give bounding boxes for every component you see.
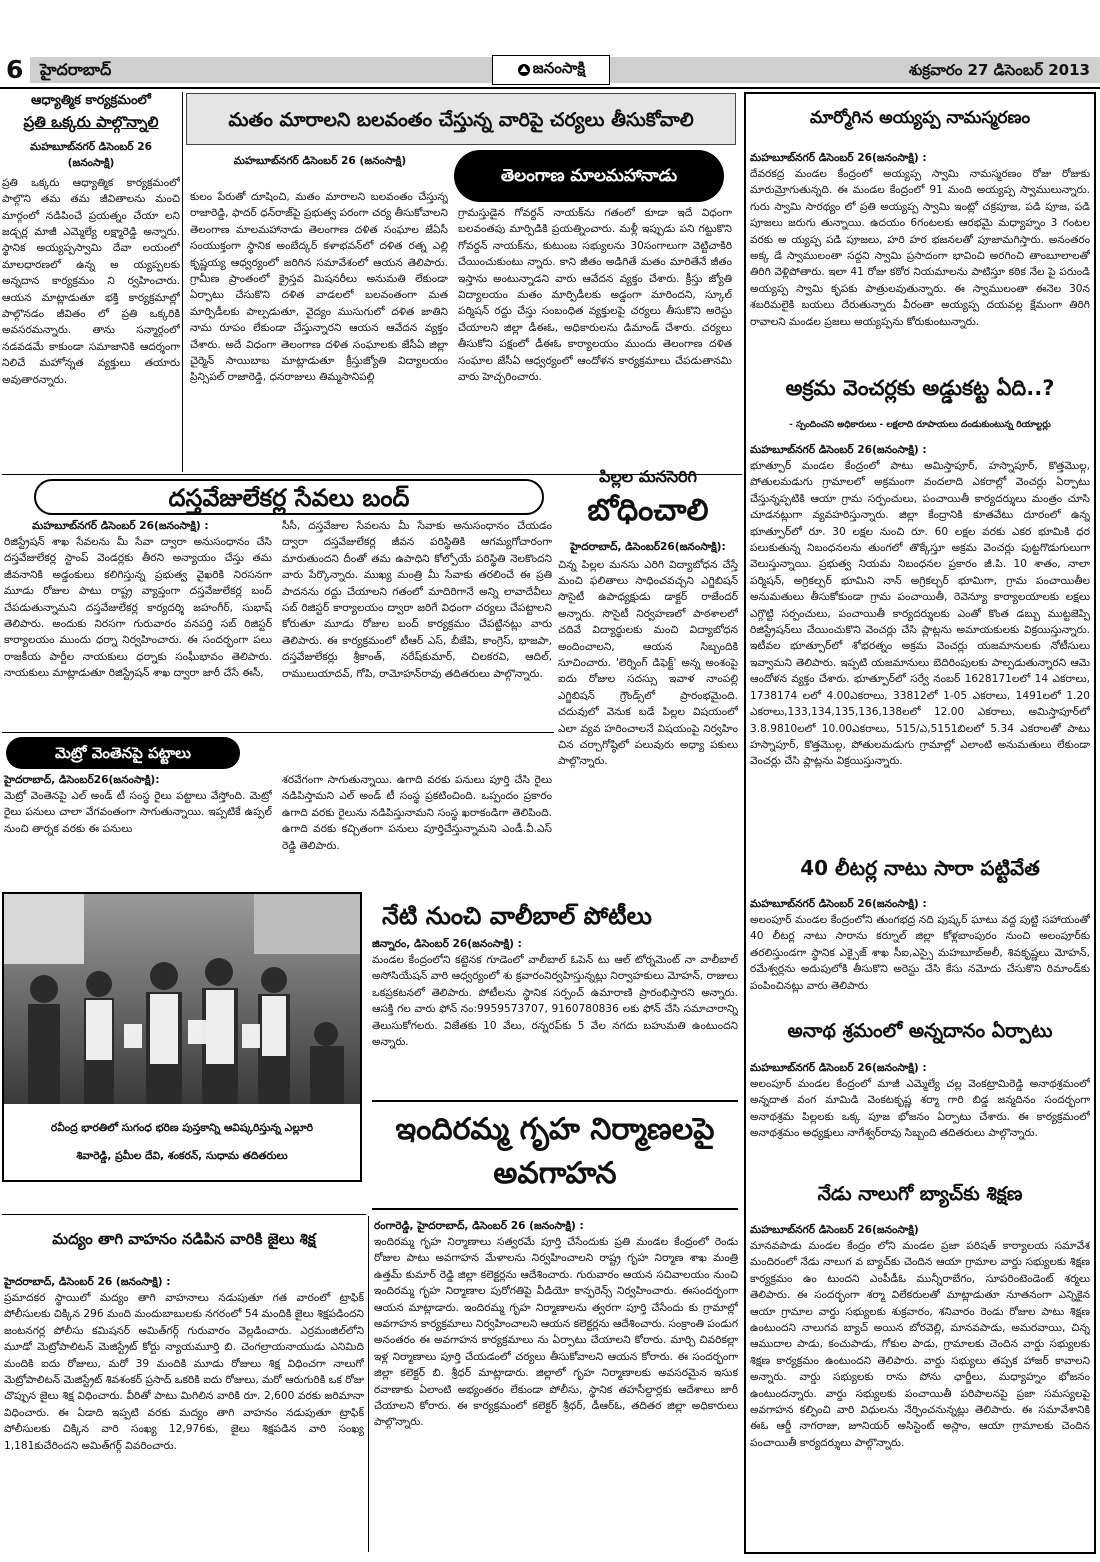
children-dateline: హైదరాబాద్, డిసెంబర్26(జనంసాక్షి): bbox=[570, 540, 726, 553]
children-headline: బోధించాలి bbox=[587, 492, 709, 528]
volleyball-headline: నేటి నుంచి వాలీబాల్ పోటీలు bbox=[382, 902, 652, 930]
writers-headline-banner bbox=[34, 479, 544, 515]
ventures-headline: అక్రమ వెంచర్లకు అడ్డుకట్ట ఏది..? bbox=[785, 376, 1055, 400]
ventures-body: భూత్పూర్ మండల కేంద్రంలో పాటు అమిస్తాపూర్, హస్నాపూర్, కొత్తమొల్గ, పోతులమడుగు గ్రామాలలో అక్రమంగా వందలాది ఎకరాల్లో వెంచర్లు ఏర్పాటు చేస్తున్నప్పటికి ఆయా గ్రామ సర్పంచులు, పంచాయితీ కార్యదర్శులు మంత్రం చూసి చూడనట్లుగా వ్యవహరిస్తున్నారు. జిల్లా కేంద్రానికి కూతవేటు దూరంలో ఉన్న భూత్పూర్‌లో రూ. 30 లక్షల నుంచి రూ. 60 లక్షల వరకు ఎకర భూమికి ధర పలుకుతున్న నిబంధనలను తుంగలో తొక్కేస్తూ అక్రమ వెంచర్లు పుట్టగొడుగులుగా వెలుస్తున్నాయి. ప్రభుత్వ నియమ నిబంధనల ప్రకారం జీ.పి. 10 శాతం, నాలా పర్మిషన్, అగ్రికల్చర్ భూమిని నాన్ అగ్రికల్చర్ భూమిగా, గ్రామ పంచాయితీల అనుమతులు తీసుకోకుండా గ్రామ పంచాయితీ, రెవెన్యూ కార్యాలయాలకు లక్షలు ఎగ్గొట్టి సర్పంచులు, పంచాయితీ కార్యదర్శులకు ఎంతో కొంత డబ్బు ముట్టజెప్పి రిజిస్ట్రేషన్‌లు చేయించుకొని వెంచర్లు చేసి ప్లాట్లను అమాయకులకు విక్రయిస్తున్నారు. ఇటీవల భూత్పూర్‌లో శోభరత్నం అక్రమ వెంచర్లు యజమానులకు నోటీసులు ఇవ్వామని తెలిపారు. ఇప్పటి యజమానులు బెదిరింపులకు పాల్పడుతున్నారని ఆమె ఆందోళన వ్యక్తం చేశారు. భూత్పూర్‌లో సర్వే నంబర్ 1628171లలో 14 ఎకరాలు, 1738174 లలో 4.00ఎకరాలు, 33812లో 1-05 ఎకరాలు, 1491లలో 1.20 ఎకరాలు,133,134,135,136,138లలో 12.00 ఎకరాలు, అమిస్తాపూర్‌లో 3.8.9810లలో 10.00ఎకరాలు, 515/ఎ,5151బిలలో 5.34 ఎకరాలతో పాటు హస్నాపూర్, కొత్తమొల్గ, పోతులమడుగు గ్రామాల్లో ఎలాంటి అనుమతులు లేకుండా వెంచర్లు చేసి ప్లాట్లను విక్రయిస్తున్నారు. bbox=[750, 460, 1090, 768]
spiritual-headline-1: ఆధ్యాత్మిక కార్యక్రమంలో bbox=[31, 93, 151, 108]
article-liquor bbox=[750, 848, 1090, 994]
article-spiritual bbox=[2, 92, 180, 472]
photo-frame bbox=[2, 892, 362, 1182]
photo-caption-1: రవీంద్ర భారతిలో సుగంధ భరిణ పుస్తకాన్ని ఆవిష్కరిస్తున్న ఎల్లూరి bbox=[50, 1122, 314, 1134]
ayyappa-body: దేవరకద్ర మండల కేంద్రంలో అయ్యప్ప స్వామి నామస్మరణం రోజు రోజుకు మారుమ్రోగుతున్నది. ఈ మండల కేంద్రంలో 91 మంది అయ్యప్ప స్వాములున్నారు. గురు స్వామి సారథ్యం లో ప్రతి అయ్యప్ప స్వామి ఇంట్లో చక్రపూజ, పడి పూజ, పడి పూజలు జరుగు తున్నాయి. ఉదయం 6గంటలకు ఆరభమై మధ్యాహ్నం 3 గంటల వరకు అ య్యప్ప పడి పూజలు, హరి హర భజనలతో పూజామగిస్తారు. అనంతరం అక్క డే స్వాములంతా సద్దని స్వామి ప్రసాదంగా భావించి అరగించి తాంబూలాలతో తిరిగి వెళ్లిపోతారు. ఇలా 41 రోజు కఠోర నియమాలను పాటిస్తూ కఠిక నేల పై పరుండి అయ్యప్ప స్వామి కృపకు పాత్రులవుతున్నారు. ఈ స్వాములంతా ఈనెల 30న శబరిమలైకి బయలు దేరుతున్నారు వీరంతా అయ్యప్ప దయవల్ల క్షేమంగా తిరిగి రావాలని మండల ప్రజలు అయ్యప్పను కోరుకుంటున్నారు. bbox=[750, 168, 1090, 328]
metro-col2: శరవేగంగా సాగుతున్నాయి. ఉగాది వరకు పనులు పూర్తి చేసి రైలు నడిపిస్తామని ఎల్ అండ్ టీ సంస్థ ప్రకటించింది. ఒప్పందం ప్రకారం ఉగాది వరకు రైలును నడిపిస్తునామని సంస్థ ఖరాకండిగా తెలిపింది. ఉగాది వరకు కచ్చితంగా పనులు పూర్తిచేస్తున్నామని ఎండీ.వీ.ఎస్ రెడ్డి తెలిపారు. bbox=[282, 774, 552, 852]
conversion-headline: మతం మారాలని బలవంతం చేస్తున్న వారిపై చర్యలు తీసుకోవాలి bbox=[228, 109, 694, 131]
event-photo-image bbox=[4, 894, 360, 1104]
ayyappa-headline: మార్మోగిన అయ్యప్ప నామస్మరణం bbox=[809, 108, 1031, 128]
conversion-headline-banner bbox=[186, 93, 736, 145]
masthead-logo bbox=[492, 55, 610, 85]
article-batch bbox=[750, 1176, 1090, 1538]
metro-headline: మెట్రో వెంతెనపై పట్టాలు bbox=[6, 737, 240, 769]
volleyball-dateline: జిన్నారం, డిసెంబర్ 26(జనంసాక్షి) : bbox=[372, 938, 522, 950]
spiritual-body: ప్రతి ఒక్కరు ఆధ్యాత్మిక కార్యక్రమంలో పాల్గొని తమ తమ జీవితాలను మంచి మార్గంలో నడిపించే ప్రయత్నం చేయా లని జడ్చర్ల మాజీ ఎమ్మెల్యే లక్ష్మారెడ్డి అన్నారు. స్థానిక అయ్యప్పస్వామి దేవా లయంలో మాలధారణలో ఉన్న అ య్యప్పలకు అన్నదాన కార్యక్రమం ని ర్వహించారు. ఆయన మాట్లాడుతూ భక్తి కార్యక్రమాల్లో పాల్గొనడం జీవితం లో ప్రతి ఒక్కరికి అవసరమన్నారు. తాను సన్మార్గంలో నడవడమే కాకుండా సమాజానికి ఆదర్శంగా నిలిచే మహోన్నత వ్యక్తులు తయారు అవుతారన్నారు. bbox=[2, 176, 180, 386]
conversion-col2: గ్రామస్తుడైన గోవర్దన్ నాయక్‌ను గతంలో కూడా ఇదే విధంగా బలవంతపు మార్పిడికి ప్రయత్నించారు. మళ్లీ ఇప్పుడు పని గట్టుకొని గోవర్దన్ నాయక్‌ను, కుటుంబ సభ్యులను 30సంగాలుగా వెట్టిచాకిరి చేయించుకుంటు న్నారు. కాని జీతం అడిగితే మతం మారితేనే జీతం ఇస్తాను అంటున్నాడని వారు ఆవేదన వ్యక్తం చేశారు. క్రీస్తు జ్యోతి విద్యాలయం మతం మార్పిడీలకు అడ్డంగా మారిందని, స్కూల్ పర్మిషన్ రద్దు చేస్తు సంబంధిత వ్యక్తులపై చర్యలు తీసుకొని అరెస్టు చేయాలని జిల్లా డీఈఓ, అధికారులను డిమాండ్ చేశారు. చర్యలు తీసుకోని పక్షంలో డీఈఓ కార్యాలయం ముందు తెలంగాణ దళిత సంఘాల జేసీఏ ఆధ్వర్యంలో ఆందోళన కార్యక్రమాలు చేపడుతానమి వారు హెచ్చరించారు. bbox=[458, 207, 732, 384]
housing-headline-2: అవగాహన bbox=[493, 1156, 617, 1191]
batch-dateline: మహబూబ్‌నగర్ డిసెంబర్ 26(జనంసాక్షి) bbox=[750, 1224, 919, 1236]
liquor-body: అలంపూర్ మండల కేంద్రంలోని తుంగభద్ర నది పుష్కర్ ఘాటు వద్ద పుట్టి సహాయంతో 40 లీటర్ల నాటు సారాను కర్నూల్ జిల్లా కోళ్లబాంపురం నుంచి అలంపూర్‌కు తరలిస్తుండగా స్థానిక ఎక్సైజ్ శాఖ సీఐ,ఎస్సై మహబూబ్‌అలీ, శివకృష్ణలు మోహన్, రమేశ్వర్లను అదుపులోకి తీసుకొని అరెస్టు చేసి కేసు నమోదు చేసుకొని రిమాండ్‌కు పంపించినట్లు వారు తెలిపారు bbox=[750, 914, 1090, 992]
conversion-tab: తెలంగాణ మాలమహానాడు bbox=[454, 150, 724, 202]
orphanage-body: అలంపూర్ మండల కేంద్రంలో మాజీ ఎమ్మెల్యే చల్ల వెంకట్రామిరెడ్డి అనాథశ్రమంలో అన్నదాత వంగ మామిడి వెంకటకృష్ణ శర్మా గారి బిడ్డ జన్మదినం సందర్భంగా అనాథశ్రమ పిల్లలకు ఒక్క పూజ భోజనం ఏర్పాటు చేశారు. ఈ కార్యక్రమంలో అనాథశ్రమం అధ్యక్షులు నాగేశ్వర్‌రావు సిబ్బంది తదితరులు పాల్గొన్నారు. bbox=[750, 1078, 1090, 1140]
ventures-subhead: - స్పందించని అధికారులు - లక్షలాది రూపాయలు దండుకుంటున్న రియాల్టర్లు bbox=[789, 420, 1051, 430]
col-divider-1 bbox=[182, 92, 183, 472]
metro-top-rule bbox=[2, 732, 554, 733]
page-header bbox=[0, 55, 1100, 85]
ventures-dateline: మహబూబ్‌నగర్ డిసెంబర్ 26(జనంసాక్షి) : bbox=[750, 444, 927, 456]
metro-col1: మెట్రో వెంతెనపై ఎల్ అండ్ టీ సంస్థ రైలు పట్టాలు వేస్తోంది. మెట్రో రైలు పనులు చాలా వేగవంతంగా సాగుతున్నాయి. ఇప్పటికే ఉప్పల్ నుంచి తార్నక వరకు ఈ పనులు bbox=[4, 790, 272, 835]
ayyappa-dateline: మహబూబ్‌నగర్ డిసెంబర్ 26(జనంసాక్షి) : bbox=[750, 152, 927, 164]
drunk-body: ప్రమాదకర స్థాయిలో మద్యం తాగి వాహనాలు నడుపుతూ గత వారంలో ట్రాఫిక్ పోలీసులకు చిక్కిన 296 మంది మందుబాబులకు నగరంలో 54 మందికి జైలు శిక్షపడిందని జంటనగర్ల పోలీసు కమిషనర్ అమిత్‌గర్గ్ గురువారం వెల్లడించారు. ఎర్రమంజిల్‌లోని మూడో మెట్రోపాలిటన్ మెజిస్ట్రేట్ కోర్టు న్యాయమూర్తి బి. చెంగల్రాయనాయుడు ఎనిమిది మందికి ఐదు రోజులు, మరో 39 మందికి మూడు రోజులు శిక్ష విధించగా నాలుగో మెట్రోపాలిటన్ మెజిస్ట్రేట్ శివశంకర్ ప్రసాద్ ఒకరికి ఐదు రోజులు, మరో ఆరుగురికి ఒక రోజు చొప్పున జైలు శిక్ష విధించారు. వీరితో పాటు మిగిలిన వారికి రూ. 2,600 వరకు జరిమానా విధించారు. ఈ ఏడాది ఇప్పటి వరకు మద్యం తాగి వాహనం నడుపుతూ ట్రాఫిక్ పోలీసులకు చిక్కిన వారి సంఖ్య 12,976కు, జైలు శిక్షపడిన వారి సంఖ్య 1,181కుచేరిందని అమిత్‌గర్గ్ వివరించారు. bbox=[4, 1292, 364, 1452]
drunk-headline: మద్యం తాగి వాహనం నడిపిన వారికి జైలు శిక్ష bbox=[52, 1230, 316, 1248]
photo-caption-2: శివారెడ్డి, ప్రమీల దేవి, శంకరన్, సుధామ తదితరులు bbox=[76, 1150, 288, 1162]
header-city: హైదరాబాద్ bbox=[40, 60, 112, 79]
header-date: శుక్రవారం 27 డిసెంబర్ 2013 bbox=[908, 61, 1090, 79]
right-column-border-left bbox=[744, 92, 746, 1554]
masthead-emblem-icon bbox=[517, 63, 531, 77]
right-column-border-bottom bbox=[744, 1552, 1096, 1554]
header-rule bbox=[0, 87, 1100, 89]
housing-body: ఇందిరమ్మ గృహ నిర్మాణాలు సత్వరమే పూర్తి చేసేందుకు ప్రతి మండల కేంద్రంలో రెండు రోజుల పాటు అవగాహన మేళాలను నిర్వహించాలని రాష్ట్ర గృహ నిర్మాణ శాఖ మంత్రి ఉత్తమ్ కుమార్ రెడ్డి జిల్లా కలెక్టర్లను ఆదేశించారు. గురువారం ఆయన సచివాలయం నుంచి ఇందిరమ్మ గృహ నిర్మాణాల పురోగతిపై వీడియో కాన్ఫరెన్స్ నిర్వహించారు. ఈసందర్భంగా ఆయన మాట్లాడారు. ఇందిరమ్మ గృహ నిర్మాణాలను త్వరగా పూర్తి చేసేందు కు గ్రామాల్లో అవగాహన కార్యక్రమాలు నిర్వహించాలని ఆయన కలెక్టర్లను ఆదేశించారు. సంక్రాంతి పండుగ అనంతరం ఈ అవగాహన కార్యక్రమాలు ను ఏర్పాటు చేయాలని కోరారు. మార్చి చివరికల్లా ఇళ్ల నిర్మాణాలు పూర్తి చేయడంలో చర్యలు తీసుకోవాలని ఆయన కోరారు. ఈ సందర్భంగా జిల్లా కలెక్టర్ బి. శ్రీధర్ మాట్లాడారు. జిల్లాలో గృహ నిర్మాణాలకు అవసరమైన ఇసుక రవాణాకు ఏలాంటి అభ్యంతరం లేకుండా పోలీసు, స్థానిక తహసీల్దార్లకు ఆదేశాలు జారీ చేయాలని కోరారు. ఈ కార్యక్రమంలో కలెక్టర్ శ్రీధర్, డీఆర్‌ఓ, తదితర జిల్లా అధికారులు పాల్గొన్నారు. bbox=[374, 1236, 738, 1429]
liquor-headline: 40 లీటర్ల నాటు సారా పట్టివేత bbox=[800, 856, 1040, 880]
housing-headline-1: ఇందిరమ్మ గృహ నిర్మాణలపై bbox=[395, 1112, 715, 1147]
conversion-dateline: మహబూబ్‌నగర్ డిసెంబర్ 26 (జనంసాక్షి) bbox=[233, 155, 407, 167]
volleyball-body: మండల కేంద్రంలోని కట్టెనక గూడెంలో వాలీబాల్ ఓపెన్ టు ఆల్ టోర్నమెంట్ నా వాలీబాల్ అసోసియేషన్ వారి ఆధ్వర్యంలో శు క్రవారంనిర్వహిస్తున్నట్లు నిర్వాహకులు మోహన్, రాజులు ఒకప్రకటనలో తెలిపారు. పోటీలను స్థానిక సర్పంచ్ ఉమారాణి ప్రారంభిస్తారని అన్నారు. ఆసక్తి గల వారు ఫోన్ నం:9959573707, 9160780836 లకు ఫోన్ చేసి సమాచారాన్ని తెలుసుకోగలరు. విజేతకు 10 వేలు, రన్నరప్‌కు 5 వేల నగదు బహుమతి ఉంటుందని అన్నారు. bbox=[372, 954, 738, 1049]
article-volleyball bbox=[372, 896, 738, 1116]
conversion-col1: కులం పేరుతో దూషించి, మతం మారాలని బలవంతం చేస్తున్న రాజారెడ్డి, ఫాదర్ ధన్‌రాజ్‌పై ప్రభుత్వ పరంగా చర్య తీసుకోవాలని తెలంగాణ మాలమహానాడు తెలంగాణ దళిత సంఘాల జేఏసీ సంయుక్తంగా స్థానిక అంబేద్కర్ కళాభవన్‌లో దళిత రత్న ఎల్లి కృష్ణయ్య ఆధ్వర్యంలో జరిగిన సమావేశంలో ఆయన తెలిపారు. గ్రామీణ ప్రాంతంలో క్రైస్తవ మిషనరీలు అనుమతి లేకుండా ఏర్పాటు చేసుకొని దళిత వాడలలో బలవంతంగా మత మార్పిడీలకు పాల్పడుతూ, వైద్యం ముసుగులో దళిత జాతిని నామ రూపం లేకుండా చేస్తున్నారని ఆయన ఆవేదన వ్యక్తం చేశారు. అదే విధంగా తెలంగాణ దళిత సంఘాలకు జేసీఏ జిల్లా చైర్మెన్ సాయిబాబ మాట్లాడుతూ క్రీస్తుజ్యోతి విద్యాలయం ప్రిన్సిపల్ రాజారెడ్డి, ధనరాజులు తిమ్మసానిపల్లి bbox=[190, 191, 448, 384]
batch-headline: నేడు నాలుగో బ్యాచ్‌కు శిక్షణ bbox=[817, 1183, 1023, 1205]
writers-col1: రిజిస్ట్రేషన్ శాఖ సేవలను మీ సేవా ద్వారా అనుసంధానం చేసి దస్తవేజులేకర్ల స్టాంప్ వెండర్లకు తీరని అన్యాయం చేస్తు తమ జీవనానికి అడ్డంకులు కలిగిస్తున్న ప్రభుత్వ వైఖరికి నిరసనగా మూడు రోజుల పాటు రాష్ట్ర వ్యాప్తంగా దస్తవేజులేకర్ల బంద్ చేపడుతున్నామని దస్తవేజులేకర్ల కార్యదర్శి జహంగీర్, సుభాష్ తెలిపారు. అందుకు నిరసగా గురువారం వనపర్తి సబ్ రిజిస్టర్ కార్యాలయం ముందు ధర్నా నిర్వహించారు. ఈ సందర్భంగా పలు రాజకీయ పార్టీల నాయకులు ధర్నాకు సంఘీభావం తెలిపారు. నాయకులు మాట్లాడుతూ రిజిస్ట్రేషన్ శాఖ ద్వారా జారీ చేసే ఈసీ, bbox=[4, 536, 272, 680]
page-number: 6 bbox=[6, 55, 24, 84]
spiritual-dateline: మహబూబ్‌నగర్ డిసెంబర్ 26 (జనంసాక్షి) bbox=[29, 140, 152, 169]
article-drunk bbox=[4, 1222, 364, 1550]
batch-body: మానవపాడు మండల కేంద్రం లోని మండల ప్రజా పరిషత్ కార్యాలయ సమావేశ మందిరంలో నేడు నాలుగ వ బ్యాచ్‌కు చెందిన ఆయా గ్రామాల వార్డు సభ్యులకు శిక్షణ కార్యక్రమం ఉం టుందని ఎంపీడీఓ మున్నీరాబేగం, సూపరింటెండెంట్ శర్మలు తెలిపారు. ఈ సందర్భంగా శర్మా విలేకరులతో మాట్లాడుతూ నూతనంగా ఎన్నికైన ఆయా గ్రామాల వార్డు సభ్యులకు శుక్రవారం, శనివారం రెండు రోజుల పాటు శిక్షణ ఉంటుందని నాలుగవ బ్యాచ్ అయిన బోరవెల్లి, మానవపాడు, అమరవాయి, చిన్న ఆముదాల పాడు, కంచుపాడు, గోకుల పాడు, గ్రామాలకు చెందిన వార్డు సభ్యులకు శిక్షణ కార్యక్రమం ఉంటుందని తెలిపారు. వార్డు సభ్యులు తప్పక హాజర్ కావాలని అన్నారు. వార్డు సభ్యులకు రాను పోను ఛార్జీలు, మధ్యాహ్నం భోజనం ఉంటుందన్నారు. వార్డు సభ్యులకు పంచాయితీ పరిపాలనపై ప్రజా సమస్యలపై అవగాహన కల్పించి వారి విధులను నేర్పించనున్నట్లు తెలిపారు. ఈ సమావేశానికి ఈఓ ఆర్డీ నాగరాజు, జూనియర్ అసిస్టెంట్ అస్లాం, ఆయా గ్రామాలకు చెందిన పంచాయితీ కార్యదర్శులు పాల్గొన్నారు. bbox=[750, 1240, 1090, 1449]
writers-dateline: మహబూబ్‌నగర్ డిసెంబర్ 26(జనంసాక్షి) : bbox=[32, 520, 209, 532]
article-ventures bbox=[750, 368, 1090, 846]
spiritual-headline-2: ప్రతి ఒక్కరు పాల్గొన్నాలి bbox=[23, 113, 159, 132]
children-body: చిన్న పిల్లల మనసు ఎరిగి విద్యాబోధన చేస్తే మంచి ఫలితాలు సాధించవచ్చని ఎగ్జిబిషన్ సొసైటీ ఉపాధ్యక్షుడు డాక్టర్ రాజేందర్ అన్నారు. సొసైటీ నిర్వహణలో పాఠశాలలో చదివే విద్యార్థులకు మంచి విద్యాబోధన అందించాలని, ఆయన సిబ్బందికి సూచించారు. 'లెర్నింగ్ డిఫెక్ట్' అన్న అంశంపై ఐదు రోజుల సదస్సు ఇవాళ నాంపల్లి ఎగ్జిబిషన్ గ్రౌండ్స్‌లో ప్రారంభమైంది. చదువులో వెనుక బడే పిల్లల విషయంలో ఎలా వ్యవ హరించాలనే విషయంపై నిర్వహిం చిన చర్చాగోష్ఠిలో పలువురు అధ్యా పకులు పాల్గొన్నారు. bbox=[558, 558, 738, 768]
writers-col2: సీసీ, దస్తవేజుల సేవలను మీ సేవాకు అనుసంధానం చేయడం ద్వారా దస్తవేజులేకర్ల జీవన పరిస్థితికి ఆగమ్యగోచారంగా మారుతుందని దీంతో తమ ఉపాధిని కోల్పోయే పరిస్థితి నెలకొందని వారు పేర్కొన్నారు. ముఖ్య మంత్రి మీ సేవాకు తరలించే ఈ ప్రతి పాదనను రద్దు చేయాలని గతంలో మాదిరిగానే అన్ని లావాదేవీలు సబ్ రిజిస్టర్ కార్యాలయం ద్వారా జరిగే విధంగా చర్యలు చేపట్టాలని కోరుతూ మూడు రోజుల బంద్ కార్యక్రమం చేపట్టినట్లు వారు తెలిపారు. ఈ కార్యక్రమంలో టీఆర్ ఎస్, బీజేపి, కాంగ్రెస్, భాజపా, దస్తవేజులేకర్లు శ్రీకాంత్, నరేష్‌కుమార్, చిలకరవి, ఆదిల్, రాములుయాదవ్, గోపి, రామోహన్‌రావు తదితరులు పాల్గొన్నారు. bbox=[282, 520, 552, 680]
drunk-dateline: హైదరాబాద్, డిసెంబర్ 26 (జనంసాక్షి) : bbox=[4, 1276, 171, 1288]
drunk-top-rule bbox=[2, 1214, 366, 1215]
right-column-border-top bbox=[744, 92, 1096, 94]
children-kicker: పిల్లల మనసెరిగి bbox=[599, 467, 697, 486]
article-ayyappa bbox=[750, 100, 1090, 362]
housing-dateline: రంగారెడ్డి, హైదరాబాద్, డిసెంబర్ 26 (జనంసాక్షి) : bbox=[374, 1220, 584, 1232]
orphanage-headline: అనాథ శ్రమంలో అన్నదానం ఏర్పాటు bbox=[787, 1020, 1053, 1042]
masthead-title: జనంసాక్షి bbox=[532, 59, 586, 77]
right-column-border-right bbox=[1094, 92, 1096, 1554]
orphanage-dateline: మహబూబ్‌నగర్ డిసెంబర్ 26(జనంసాక్షి) : bbox=[750, 1062, 927, 1074]
housing-headline-box bbox=[372, 1100, 738, 1210]
col-divider-bottom bbox=[368, 1216, 369, 1552]
metro-dateline: హైదరాబాద్, డిసెంబర్26(జనంసాక్షి): bbox=[4, 774, 160, 786]
writers-headline: దస్తవేజులేకర్ల సేవలు బంద్ bbox=[168, 484, 410, 512]
liquor-dateline: మహబూబ్‌నగర్ డిసెంబర్ 26(జనంసాక్షి) : bbox=[750, 898, 927, 910]
article-orphanage bbox=[750, 1012, 1090, 1158]
article-children bbox=[558, 468, 738, 768]
